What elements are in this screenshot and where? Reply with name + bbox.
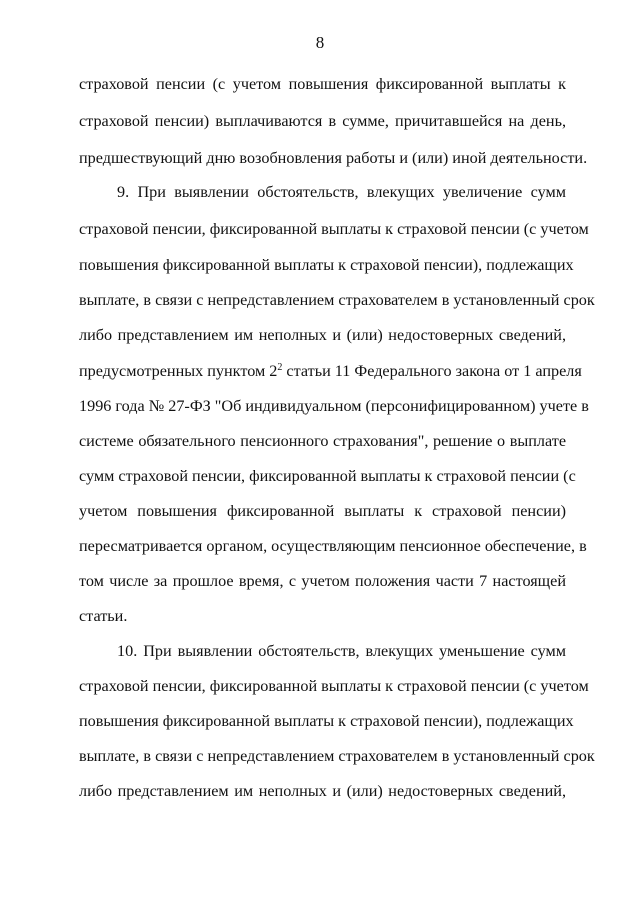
text-line: повышения фиксированной выплаты к страховой пенсии), подлежащих: [79, 712, 574, 730]
text-line: страховой пенсии, фиксированной выплаты к страховой пенсии (с учетом: [79, 677, 589, 695]
paragraph-9-first-line: 9. При выявлении обстоятельств, влекущих увеличение сумм: [117, 183, 566, 201]
text-line: либо представлением им неполных и (или) недостоверных сведений,: [79, 782, 566, 800]
text-line: повышения фиксированной выплаты к страховой пенсии), подлежащих: [79, 256, 574, 274]
text-line: статьи.: [79, 607, 128, 625]
text-line: либо представлением им неполных и (или) недостоверных сведений,: [79, 326, 566, 344]
text-line-with-superscript: [79, 361, 582, 381]
text-line: страховой пенсии, фиксированной выплаты к страховой пенсии (с учетом: [79, 220, 589, 238]
paragraph-10-first-line: 10. При выявлении обстоятельств, влекущих уменьшение сумм: [117, 642, 566, 660]
text-line: страховой пенсии (с учетом повышения фиксированной выплаты к: [79, 75, 566, 93]
superscript: 2: [277, 362, 283, 373]
text-line: выплате, в связи с непредставлением страхователем в установленный срок: [79, 747, 595, 765]
text-line: пересматривается органом, осуществляющим пенсионное обеспечение, в: [79, 537, 587, 555]
text-segment: предусмотренных пунктом 2: [79, 362, 278, 380]
text-line: учетом повышения фиксированной выплаты к страховой пенсии): [79, 502, 566, 520]
text-line: системе обязательного пенсионного страхования", решение о выплате: [79, 432, 566, 450]
text-line: предшествующий дню возобновления работы и (или) иной деятельности.: [79, 149, 588, 167]
page-number: 8: [315, 33, 325, 52]
text-line: 1996 года № 27-ФЗ "Об индивидуальном (персонифицированном) учете в: [79, 397, 589, 415]
text-line: том числе за прошлое время, с учетом положения части 7 настоящей: [79, 572, 566, 590]
text-line: сумм страховой пенсии, фиксированной выплаты к страховой пенсии (с: [79, 467, 576, 485]
text-line: страховой пенсии) выплачиваются в сумме, причитавшейся на день,: [79, 112, 566, 130]
text-line: выплате, в связи с непредставлением страхователем в установленный срок: [79, 291, 595, 309]
text-segment: статьи 11 Федерального закона от 1 апреля: [282, 362, 582, 380]
